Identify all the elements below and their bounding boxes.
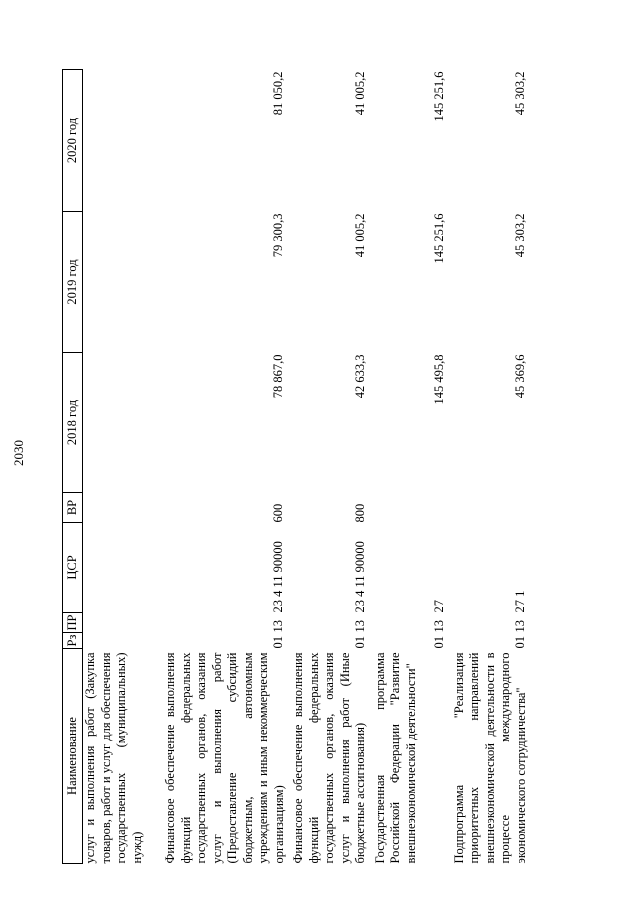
row-rz	[83, 633, 163, 649]
row-csr: 27	[431, 600, 446, 613]
header-2019: 2019 год	[63, 212, 83, 353]
row-2020	[83, 70, 163, 212]
table-row	[372, 70, 451, 864]
header-2018: 2018 год	[63, 353, 83, 493]
table-row	[162, 70, 290, 864]
row-2020: 45 303,2	[513, 71, 527, 116]
row-2020: 81 050,2	[271, 71, 285, 116]
table-row	[290, 70, 372, 864]
row-pr: 13	[352, 620, 367, 633]
row-pr	[83, 613, 163, 633]
row-name: Государственная программа Российской Федерации "Развитие внешнеэкономической деятельности"	[372, 652, 418, 864]
row-2019: 45 303,2	[513, 213, 527, 258]
row-2019: 41 005,2	[352, 213, 367, 258]
row-rz: 01	[271, 636, 285, 649]
row-rz: 01	[352, 636, 367, 649]
row-name: Финансовое обеспечение выполнения функций федеральных государственных органов, оказания услуг и выполнения работ (Предоставление субсидий бюджетным, автономным учреждениям и иным некоммерческим организациям)	[163, 652, 286, 864]
row-name: Подпрограмма "Реализация приоритетных направлений внешнеэкономической деятельности в процессе международного экономического сотрудничества"	[451, 652, 528, 864]
row-2020: 145 251,6	[431, 71, 446, 122]
row-2018: 45 369,6	[513, 354, 527, 399]
row-2019	[83, 212, 163, 353]
row-2019: 79 300,3	[271, 213, 285, 258]
row-name: услуг и выполнения работ (Закупка товаров, работ и услуг для обеспечения государственных (муниципальных) нужд)	[83, 652, 144, 864]
row-vr	[83, 493, 163, 523]
row-vr: 600	[271, 503, 285, 523]
rotated-table-container	[62, 70, 614, 864]
table-row	[451, 70, 533, 864]
row-name: Финансовое обеспечение выполнения функций федеральных государственных органов, оказания услуг и выполнения работ (Иные бюджетные ассигнования)	[291, 652, 367, 864]
row-2018: 42 633,3	[352, 354, 367, 399]
header-csr: ЦСР	[63, 523, 83, 613]
row-rz: 01	[513, 636, 527, 649]
row-2018	[83, 353, 163, 493]
table-row	[83, 70, 163, 864]
row-vr	[372, 493, 451, 523]
row-pr: 13	[431, 620, 446, 633]
row-2019: 145 251,6	[431, 213, 446, 264]
row-pr: 13	[513, 620, 527, 633]
header-name: Наименование	[63, 649, 83, 864]
header-2020: 2020 год	[63, 70, 83, 212]
row-csr: 23 4 11 90000	[271, 541, 285, 613]
row-vr	[451, 493, 533, 523]
budget-table	[62, 69, 532, 864]
header-rz: Рз	[63, 633, 83, 649]
row-rz: 01	[431, 636, 446, 649]
row-csr: 27 1	[513, 590, 527, 613]
row-csr	[83, 523, 163, 613]
page-number: 2030	[11, 440, 26, 466]
row-vr: 800	[352, 503, 367, 523]
row-2020: 41 005,2	[352, 71, 367, 116]
header-vr: ВР	[63, 493, 83, 523]
header-row	[63, 70, 83, 864]
row-pr: 13	[271, 620, 285, 633]
header-pr: ПР	[63, 613, 83, 633]
row-csr: 23 4 11 90000	[352, 541, 367, 613]
row-2018: 78 867,0	[271, 354, 285, 399]
row-2018: 145 495,8	[431, 354, 446, 405]
